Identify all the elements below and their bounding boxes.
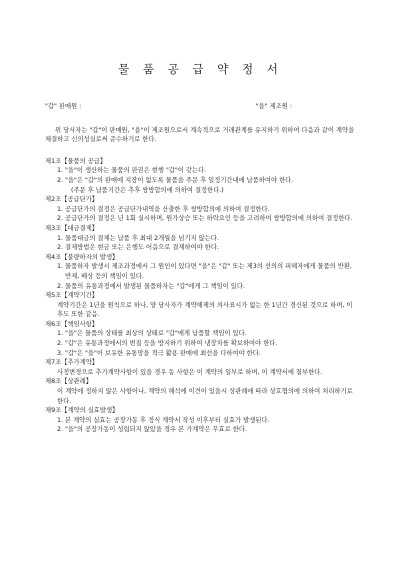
article-title: 제6조【책임사항】	[45, 320, 99, 328]
article-body: 사정변경으로 추가계약사항이 있을 경우 동 사항은 이 계약의 일부로 하며, 이 계약서에 첨부한다.	[57, 368, 323, 376]
article-title: 제1조【물품의 공급】	[45, 157, 107, 165]
article-title: 제5조【계약기간】	[45, 292, 99, 300]
party-line	[45, 102, 356, 112]
article-3	[45, 224, 356, 253]
article-note: (주문 후 납품기간은 추후 쌍방합의에 의하여 결정한다.)	[71, 186, 224, 194]
article-2	[45, 195, 356, 224]
document-title: 물 품 공 급 약 정 서	[118, 62, 283, 76]
article-item: 2. 물품의 유통과정에서 발생된 물품하자는 "갑"에게 그 책임이 있다.	[57, 282, 245, 290]
seller-label: "갑" 판매원 :	[45, 103, 82, 110]
article-item: 1. 본 계약의 실효는 공장가동 후 정식 계약서 작성 이후부터 실효가 발생된다.	[57, 416, 270, 424]
article-items	[45, 234, 356, 253]
maker-label: "을" 제조원 :	[255, 103, 292, 110]
article-items	[45, 166, 356, 185]
article-4	[45, 253, 356, 291]
article-9	[45, 406, 356, 435]
article-title: 제8조【상관례】	[45, 378, 93, 386]
article-body: 이 계약에 정하지 않은 사항이나, 계약의 해석에 이견이 있을시 상관례에 따라 상호협의에 의하여 처리하기로 한다.	[57, 388, 353, 405]
article-item: 1. "을"은 물품의 상태를 최상의 상태로 "갑"에게 납품할 책임이 있다.	[57, 330, 247, 338]
article-8	[45, 377, 356, 406]
article-item: 2. 공급단가의 결정은 년 1회 실시하며, 원가상승 또는 하락요인 등을 고려하여 쌍방합의에 의하여 결정한다.	[57, 215, 353, 223]
article-item: 1. "을"이 생산하는 물품의 판권은 현행 "갑"이 갖는다.	[57, 167, 207, 175]
article-title: 제7조【추가계약】	[45, 359, 99, 367]
article-title: 제9조【계약의 실효발생】	[45, 407, 119, 415]
article-item: 2. "을"은 "갑"의 판매에 지장이 없도록 물품을 주문 후 일정기간내에 납품하여야 한다.	[57, 176, 294, 184]
article-body: 계약기간은 1년을 원칙으로 하나, 양 당사자가 계약해제의 의사표시가 없는 한 1년간 경신된 것으로 하며, 이후도 또한 같음.	[57, 301, 353, 319]
intro-paragraph: 위 당사자는 "갑"이 판매원, "을"이 제조원으로서 계속적으로 거래관계를 유지하기 위하여 다음과 같이 계약을 체결하고 신의성실로써 준수하기로 한다.	[45, 126, 355, 144]
article-6	[45, 320, 356, 358]
article-items	[45, 262, 356, 291]
article-items	[45, 329, 356, 358]
article-title: 제4조【불량하자의 발생】	[45, 253, 119, 261]
article-items	[45, 205, 356, 224]
article-title: 제3조【대금결제】	[45, 224, 99, 232]
article-item: 2. 결제방법은 현금 또는 은행도 어음으로 결제하여야 한다.	[57, 244, 219, 252]
article-item: 1. 물품하자 발생시 제조과정에서 그 원인이 있다면 "을"은 "갑" 또는 제3의 선의의 피해자에게 물품의 반환, 반제, 배상 등의 책임이 있다.	[57, 263, 352, 280]
article-title: 제2조【공급단가】	[45, 196, 99, 204]
article-item: 1. 공급단가의 결정은 공급단가내역을 산출한 후 쌍방합의에 의하여 결정한다.	[57, 205, 270, 213]
article-5	[45, 291, 356, 320]
articles-section	[45, 157, 356, 435]
article-items	[45, 416, 356, 435]
article-item: 3. "갑"은 "을"이 보유한 유통망을 적극 활용 판매에 최선을 다하여야 한다.	[57, 349, 261, 357]
article-item: 1. 물품대금의 결제는 납품 후 최대 2개월을 넘기지 않는다.	[57, 234, 219, 242]
article-7	[45, 358, 356, 377]
article-1	[45, 157, 356, 195]
article-item: 2. "을"의 공장가동이 성립되지 않았을 경우 본 가계약은 무효로 한다.	[57, 426, 247, 434]
article-item: 2. "갑"은 유통과정에서의 변질 등을 방지하기 위하여 냉장차를 확보하여야 한다.	[57, 340, 278, 348]
